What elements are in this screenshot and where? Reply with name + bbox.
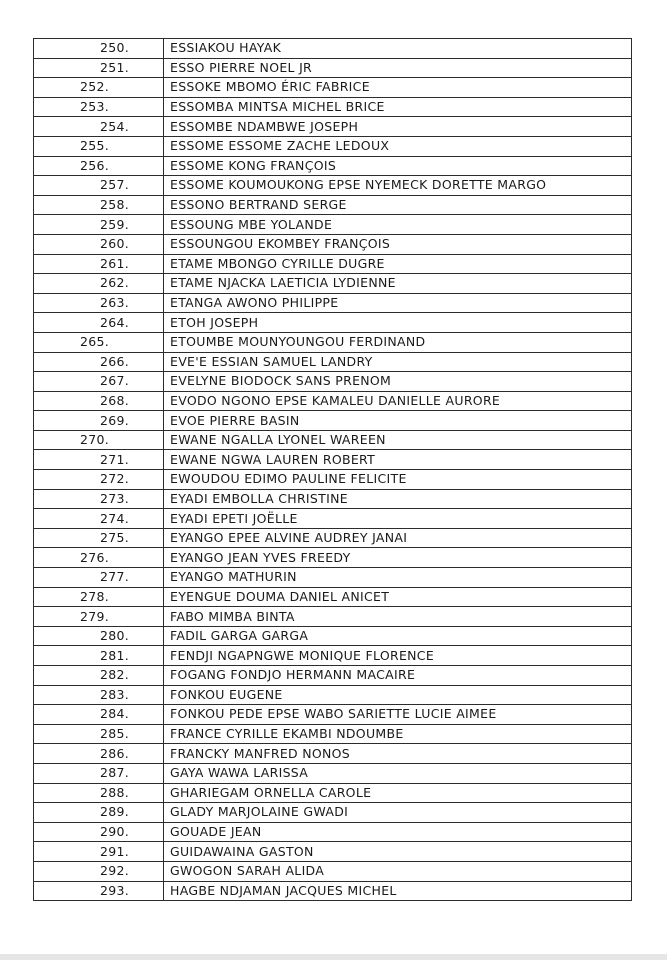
row-number: 270. — [34, 430, 164, 450]
table-row — [34, 803, 632, 823]
person-name: FOGANG FONDJO HERMANN MACAIRE — [164, 666, 632, 686]
table-row — [34, 450, 632, 470]
table-row — [34, 176, 632, 196]
table-row — [34, 666, 632, 686]
row-number: 255. — [34, 136, 164, 156]
table-row — [34, 509, 632, 529]
table-row — [34, 822, 632, 842]
row-number: 258. — [34, 195, 164, 215]
table-row — [34, 607, 632, 627]
person-name: ESSOME KOUMOUKONG EPSE NYEMECK DORETTE MARGO — [164, 176, 632, 196]
row-number: 278. — [34, 587, 164, 607]
person-name: EYADI EPETI JOËLLE — [164, 509, 632, 529]
table-row — [34, 274, 632, 294]
table-row — [34, 763, 632, 783]
row-number: 259. — [34, 215, 164, 235]
person-name: ESSOMBE NDAMBWE JOSEPH — [164, 117, 632, 137]
row-number: 275. — [34, 528, 164, 548]
row-number: 272. — [34, 470, 164, 490]
table-row — [34, 215, 632, 235]
person-name: EYANGO JEAN YVES FREEDY — [164, 548, 632, 568]
row-number: 266. — [34, 352, 164, 372]
table-row — [34, 842, 632, 862]
person-name: GUIDAWAINA GASTON — [164, 842, 632, 862]
table-row — [34, 881, 632, 901]
row-number: 288. — [34, 783, 164, 803]
person-name: GWOGON SARAH ALIDA — [164, 861, 632, 881]
person-name: ETOUMBE MOUNYOUNGOU FERDINAND — [164, 332, 632, 352]
row-number: 271. — [34, 450, 164, 470]
table-row — [34, 587, 632, 607]
person-name: EYADI EMBOLLA CHRISTINE — [164, 489, 632, 509]
person-name: EVE'E ESSIAN SAMUEL LANDRY — [164, 352, 632, 372]
row-number: 269. — [34, 411, 164, 431]
person-name: EVOE PIERRE BASIN — [164, 411, 632, 431]
person-name: EWANE NGALLA LYONEL WAREEN — [164, 430, 632, 450]
row-number: 277. — [34, 568, 164, 588]
row-number: 260. — [34, 234, 164, 254]
person-name: FONKOU EUGENE — [164, 685, 632, 705]
table-row — [34, 313, 632, 333]
row-number: 285. — [34, 724, 164, 744]
table-row — [34, 705, 632, 725]
row-number: 254. — [34, 117, 164, 137]
row-number: 273. — [34, 489, 164, 509]
row-number: 250. — [34, 39, 164, 59]
person-name: HAGBE NDJAMAN JACQUES MICHEL — [164, 881, 632, 901]
table-row — [34, 626, 632, 646]
person-name: ETAME NJACKA LAETICIA LYDIENNE — [164, 274, 632, 294]
row-number: 281. — [34, 646, 164, 666]
person-name: EWOUDOU EDIMO PAULINE FELICITE — [164, 470, 632, 490]
table-row — [34, 195, 632, 215]
table-row — [34, 117, 632, 137]
table-row — [34, 724, 632, 744]
person-name: GLADY MARJOLAINE GWADI — [164, 803, 632, 823]
person-name: ETAME MBONGO CYRILLE DUGRE — [164, 254, 632, 274]
row-number: 268. — [34, 391, 164, 411]
row-number: 274. — [34, 509, 164, 529]
person-name: ESSO PIERRE NOEL JR — [164, 58, 632, 78]
person-name: FABO MIMBA BINTA — [164, 607, 632, 627]
person-name: FRANCE CYRILLE EKAMBI NDOUMBE — [164, 724, 632, 744]
table-row — [34, 744, 632, 764]
person-name: ESSIAKOU HAYAK — [164, 39, 632, 59]
table-row — [34, 136, 632, 156]
person-name: EVELYNE BIODOCK SANS PRENOM — [164, 372, 632, 392]
person-name: FENDJI NGAPNGWE MONIQUE FLORENCE — [164, 646, 632, 666]
row-number: 267. — [34, 372, 164, 392]
row-number: 279. — [34, 607, 164, 627]
person-name: ESSOUNG MBE YOLANDE — [164, 215, 632, 235]
table-row — [34, 293, 632, 313]
row-number: 253. — [34, 97, 164, 117]
person-name: EWANE NGWA LAUREN ROBERT — [164, 450, 632, 470]
table-row — [34, 489, 632, 509]
person-name: EVODO NGONO EPSE KAMALEU DANIELLE AURORE — [164, 391, 632, 411]
person-name: EYANGO MATHURIN — [164, 568, 632, 588]
person-name: GOUADE JEAN — [164, 822, 632, 842]
name-list-sheet — [33, 38, 631, 901]
table-row — [34, 646, 632, 666]
person-name: ETANGA AWONO PHILIPPE — [164, 293, 632, 313]
person-name: ESSONO BERTRAND SERGE — [164, 195, 632, 215]
person-name: ETOH JOSEPH — [164, 313, 632, 333]
person-name: FRANCKY MANFRED NONOS — [164, 744, 632, 764]
row-number: 282. — [34, 666, 164, 686]
table-row — [34, 156, 632, 176]
table-row — [34, 783, 632, 803]
row-number: 286. — [34, 744, 164, 764]
row-number: 293. — [34, 881, 164, 901]
table-row — [34, 254, 632, 274]
table-row — [34, 391, 632, 411]
table-row — [34, 411, 632, 431]
row-number: 257. — [34, 176, 164, 196]
person-name: FONKOU PEDE EPSE WABO SARIETTE LUCIE AIMEE — [164, 705, 632, 725]
row-number: 263. — [34, 293, 164, 313]
row-number: 292. — [34, 861, 164, 881]
table-row — [34, 372, 632, 392]
row-number: 262. — [34, 274, 164, 294]
table-row — [34, 528, 632, 548]
person-name: FADIL GARGA GARGA — [164, 626, 632, 646]
person-name: ESSOKE MBOMO ÉRIC FABRICE — [164, 78, 632, 98]
table-row — [34, 234, 632, 254]
table-row — [34, 685, 632, 705]
row-number: 289. — [34, 803, 164, 823]
table-row — [34, 352, 632, 372]
row-number: 290. — [34, 822, 164, 842]
row-number: 276. — [34, 548, 164, 568]
name-list-body — [34, 39, 632, 901]
row-number: 261. — [34, 254, 164, 274]
row-number: 252. — [34, 78, 164, 98]
table-row — [34, 470, 632, 490]
table-row — [34, 332, 632, 352]
row-number: 287. — [34, 763, 164, 783]
table-row — [34, 78, 632, 98]
row-number: 291. — [34, 842, 164, 862]
row-number: 284. — [34, 705, 164, 725]
person-name: GAYA WAWA LARISSA — [164, 763, 632, 783]
table-row — [34, 58, 632, 78]
row-number: 256. — [34, 156, 164, 176]
table-row — [34, 39, 632, 59]
person-name: ESSOME KONG FRANÇOIS — [164, 156, 632, 176]
table-row — [34, 861, 632, 881]
person-name: ESSOME ESSOME ZACHE LEDOUX — [164, 136, 632, 156]
person-name: ESSOUNGOU EKOMBEY FRANÇOIS — [164, 234, 632, 254]
row-number: 265. — [34, 332, 164, 352]
table-row — [34, 548, 632, 568]
person-name: EYENGUE DOUMA DANIEL ANICET — [164, 587, 632, 607]
name-list-table — [33, 38, 632, 901]
bottom-edge — [0, 954, 667, 960]
table-row — [34, 430, 632, 450]
person-name: EYANGO EPEE ALVINE AUDREY JANAI — [164, 528, 632, 548]
row-number: 280. — [34, 626, 164, 646]
person-name: GHARIEGAM ORNELLA CAROLE — [164, 783, 632, 803]
row-number: 251. — [34, 58, 164, 78]
table-row — [34, 97, 632, 117]
row-number: 264. — [34, 313, 164, 333]
table-row — [34, 568, 632, 588]
row-number: 283. — [34, 685, 164, 705]
person-name: ESSOMBA MINTSA MICHEL BRICE — [164, 97, 632, 117]
